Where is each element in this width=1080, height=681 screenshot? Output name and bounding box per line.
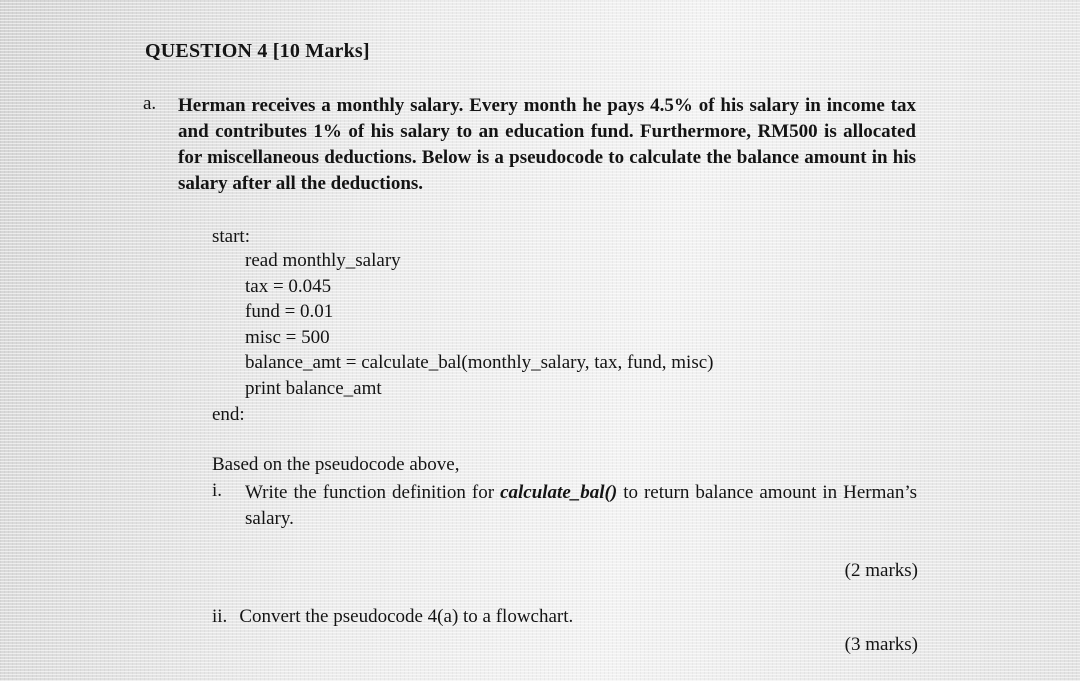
- pseudocode-end: end:: [212, 404, 245, 425]
- part-a-text: Herman receives a monthly salary. Every month he pays 4.5% of his salary in income tax and contributes 1% of his salary to an education fund. Furthermore, RM500 is allocated for miscellaneous deductions. Below is a pseudocode to calculate the balance amount in his salary after all the deductions.: [178, 95, 916, 194]
- question-ii: [212, 606, 573, 628]
- pseudocode-line: balance_amt = calculate_bal(monthly_salary, tax, fund, misc): [245, 352, 714, 374]
- pseudocode-line: tax = 0.045: [245, 275, 332, 297]
- question-i-text-before: Write the function definition for: [245, 482, 501, 503]
- question-ii-marks: (3 marks): [844, 634, 918, 655]
- question-i-marker: i.: [212, 480, 223, 501]
- based-on-text: Based on the pseudocode above,: [212, 454, 460, 475]
- question-ii-text: Convert the pseudocode 4(a) to a flowchart.: [239, 606, 574, 627]
- part-a-marker: a.: [143, 93, 157, 114]
- question-i-marks: (2 marks): [844, 560, 918, 581]
- pseudocode-line: print balance_amt: [245, 377, 382, 399]
- pseudocode-body: [245, 248, 713, 402]
- pseudocode-line: misc = 500: [245, 326, 330, 348]
- pseudocode-line: fund = 0.01: [245, 301, 334, 323]
- question-heading: QUESTION 4 [10 Marks]: [145, 40, 370, 62]
- question-i-text: [245, 480, 917, 532]
- question-i-text-after: to return balance amount in Herman’s salary.: [245, 482, 917, 529]
- question-ii-marker: ii.: [212, 606, 228, 627]
- pseudocode-line: read monthly_salary: [245, 250, 401, 271]
- pseudocode-start: start:: [212, 226, 250, 247]
- function-name: calculate_bal(): [500, 482, 618, 503]
